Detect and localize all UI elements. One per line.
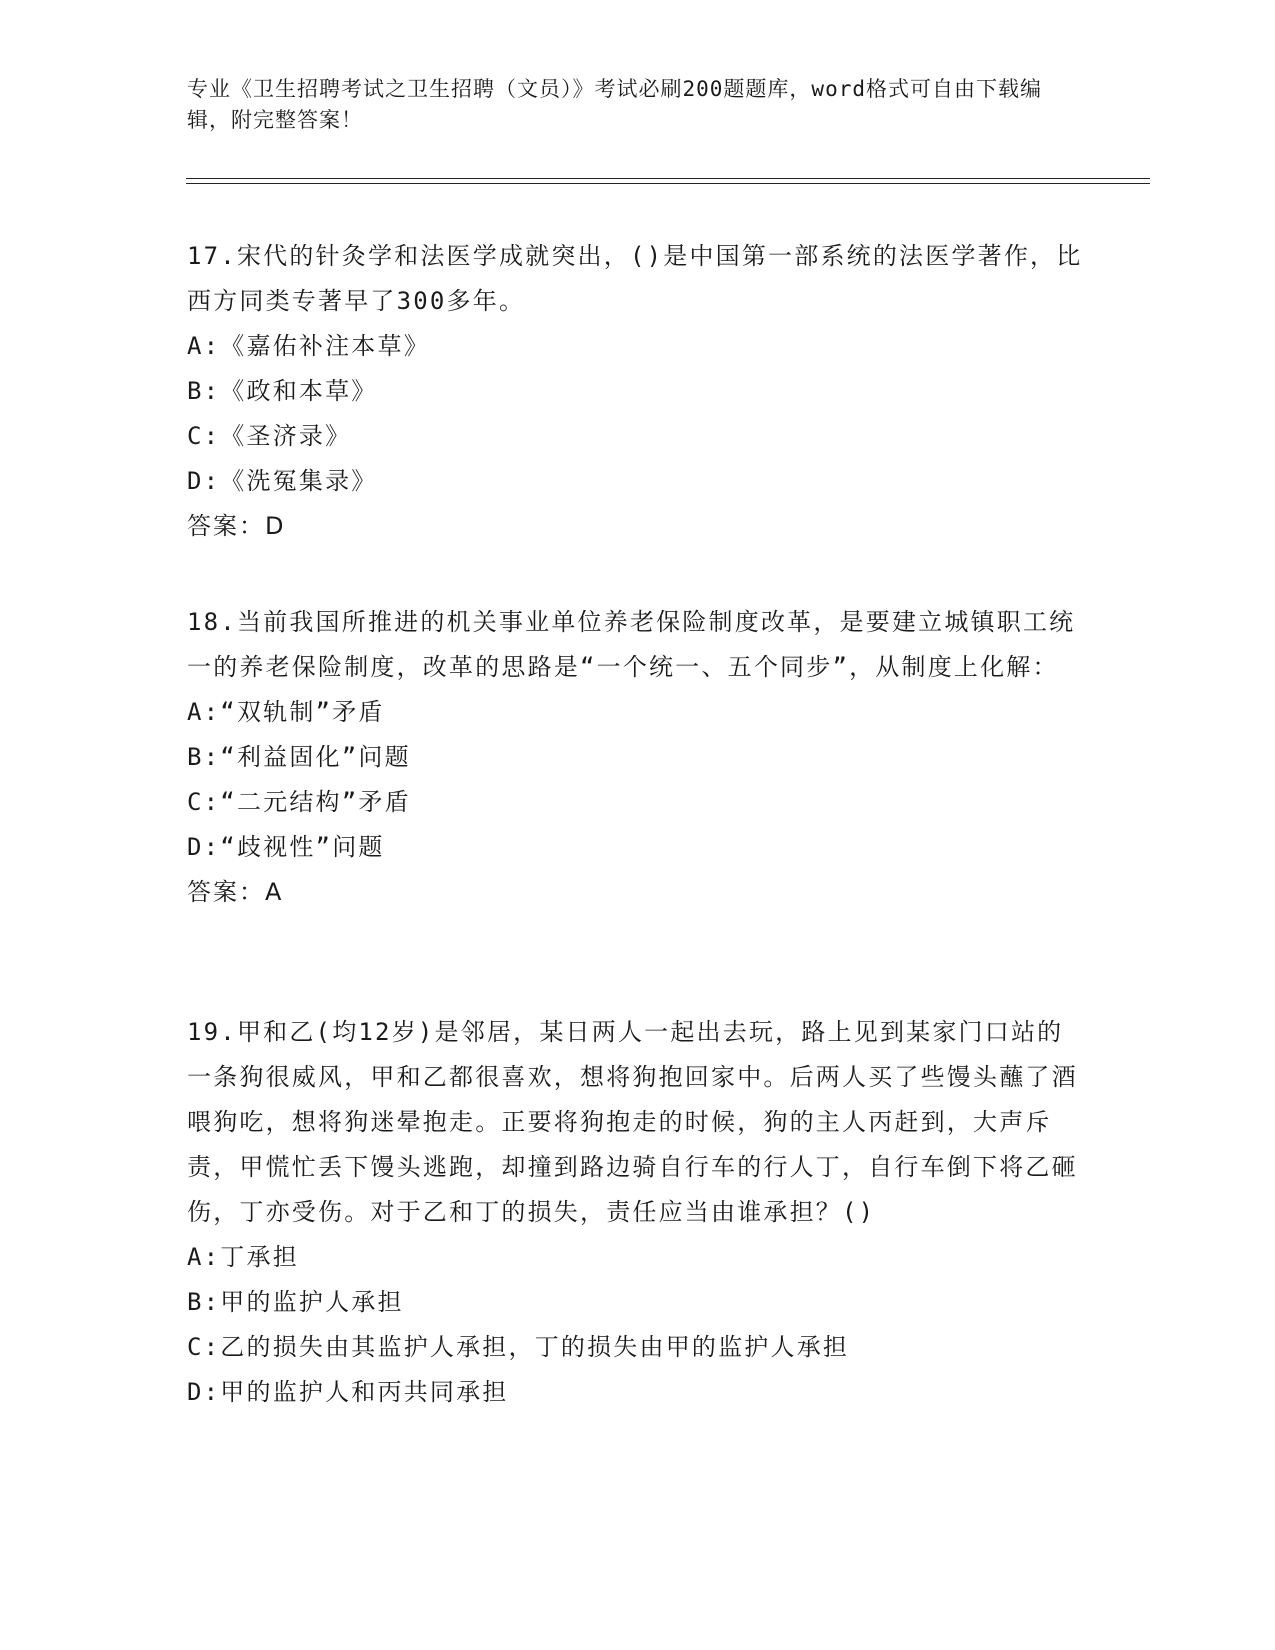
question-stem: 19.甲和乙(均12岁)是邻居，某日两人一起出去玩，路上见到某家门口站的一条狗很威风，甲和乙都很喜欢，想将狗抱回家中。后两人买了些馒头蘸了酒喂狗吃，想将狗迷晕抱走。正要将狗抱走的时候，狗的主人丙赶到，大声斥责，甲慌忙丢下馒头逃跑，却撞到路边骑自行车的行人丁，自行车倒下将乙砸伤，丁亦受伤。对于乙和丁的损失，责任应当由谁承担？() xyxy=(187,1018,1078,1226)
option-c: C:“二元结构”矛盾 xyxy=(187,788,411,816)
question-stem: 18.当前我国所推进的机关事业单位养老保险制度改革，是要建立城镇职工统一的养老保险制度，改革的思路是“一个统一、五个同步”，从制度上化解： xyxy=(187,608,1076,681)
option-d: D:甲的监护人和丙共同承担 xyxy=(187,1378,509,1406)
answer-line: 答案：A xyxy=(187,878,284,906)
question-stem: 17.宋代的针灸学和法医学成就突出，()是中国第一部系统的法医学著作，比西方同类专著早了300多年。 xyxy=(187,242,1083,315)
document-header: 专业《卫生招聘考试之卫生招聘（文员）》考试必刷200题题库，word格式可自由下载编辑，附完整答案！ xyxy=(187,77,1042,132)
question-19 xyxy=(187,1010,1087,1415)
option-a: A:“双轨制”矛盾 xyxy=(187,698,385,726)
option-a: A:丁承担 xyxy=(187,1243,299,1271)
option-d: D:“歧视性”问题 xyxy=(187,833,385,861)
option-b: B:甲的监护人承担 xyxy=(187,1288,404,1316)
answer-line: 答案：D xyxy=(187,512,286,540)
option-c: C:乙的损失由其监护人承担，丁的损失由甲的监护人承担 xyxy=(187,1333,850,1361)
header-rule-top xyxy=(186,178,1150,179)
option-c: C:《圣济录》 xyxy=(187,422,352,450)
option-b: B:《政和本草》 xyxy=(187,377,378,405)
header-rule-bottom xyxy=(186,183,1150,184)
option-b: B:“利益固化”问题 xyxy=(187,743,411,771)
question-17 xyxy=(187,234,1087,549)
option-a: A:《嘉佑补注本草》 xyxy=(187,332,430,360)
option-d: D:《洗冤集录》 xyxy=(187,467,378,495)
question-18 xyxy=(187,600,1087,915)
